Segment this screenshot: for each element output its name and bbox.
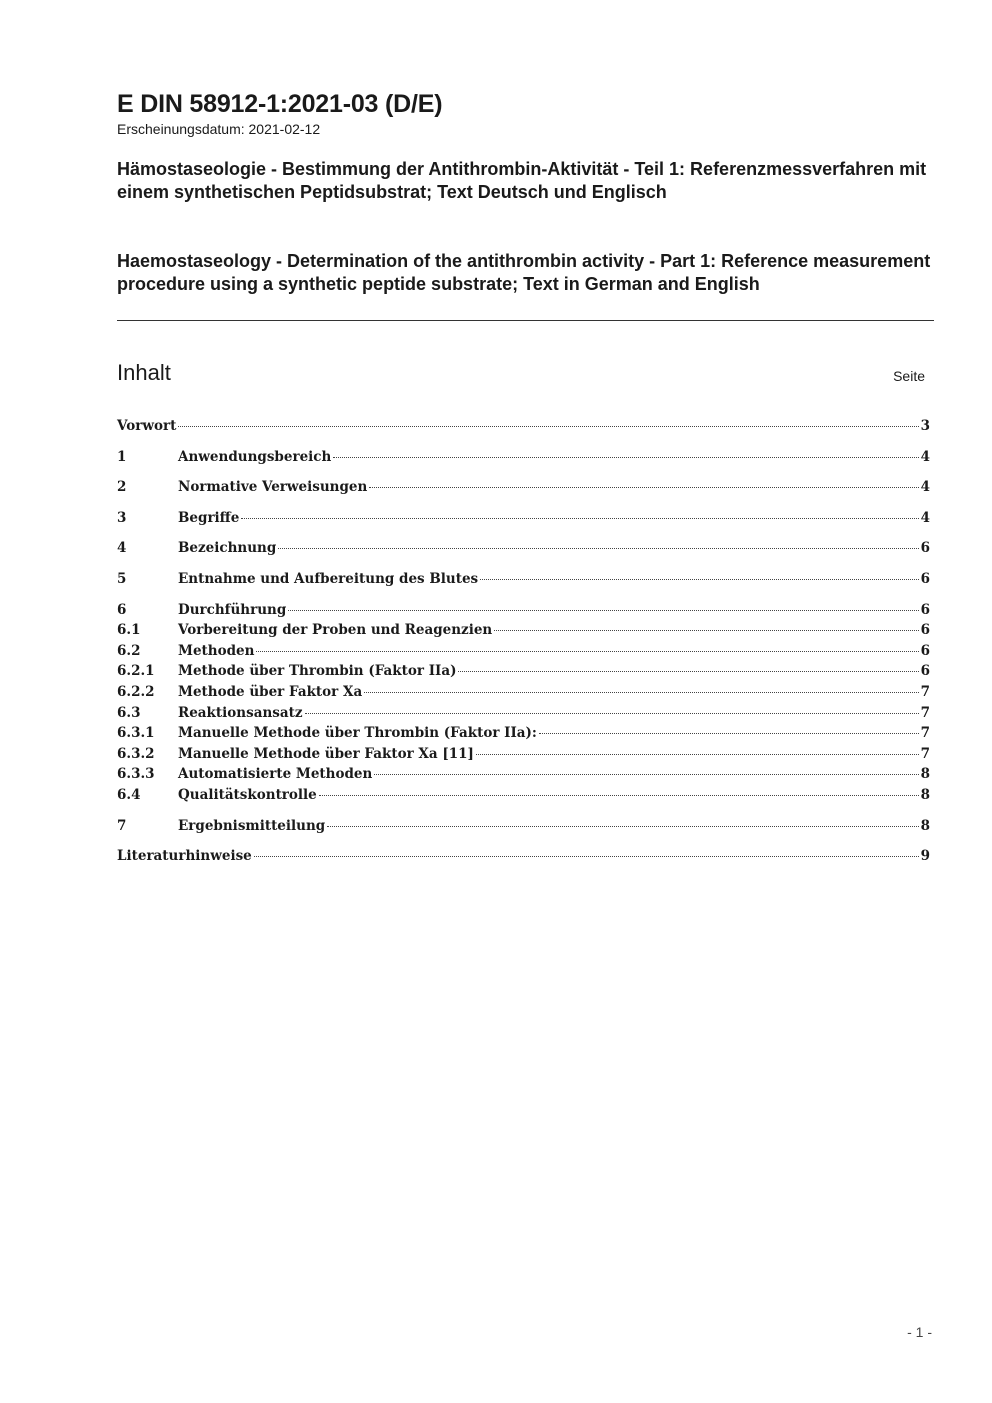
- toc-entry-number: 6.2.1: [117, 663, 155, 680]
- toc-entry-page: 6: [920, 570, 930, 587]
- toc-entry-page: 6: [920, 663, 930, 680]
- toc-entry-label: Literaturhinweise: [117, 848, 252, 865]
- toc-entry[interactable]: [117, 569, 930, 590]
- toc-entry-page: 6: [920, 622, 930, 639]
- toc-dot-leader: [254, 856, 919, 857]
- toc-entry-page: 7: [920, 704, 930, 721]
- toc-entry-label: Entnahme und Aufbereitung des Blutes: [178, 570, 479, 587]
- toc-entry-label: Ergebnismitteilung: [178, 817, 326, 834]
- toc-dot-leader: [369, 487, 918, 488]
- toc-entry-number: 6: [117, 601, 127, 618]
- toc-dot-leader: [364, 692, 918, 693]
- toc-entry[interactable]: [117, 447, 930, 468]
- toc-entry-page: 9: [920, 848, 930, 865]
- toc-entry-number: 5: [117, 570, 127, 587]
- toc-dot-leader: [480, 579, 918, 580]
- toc-entry-number: 4: [117, 540, 127, 557]
- toc-entry-page: 4: [920, 479, 930, 496]
- toc-entry-label: Vorwort: [117, 418, 177, 434]
- toc-entry-label: Automatisierte Methoden: [178, 766, 373, 783]
- toc-dot-leader: [178, 426, 918, 427]
- toc-entry-number: 6.2.2: [117, 683, 155, 700]
- toc-entry-page: 6: [920, 642, 930, 659]
- toc-dot-leader: [256, 651, 918, 652]
- toc-entry[interactable]: [117, 703, 930, 724]
- toc-entry-number: 6.4: [117, 786, 141, 803]
- toc-entry-number: 6.3.2: [117, 745, 155, 762]
- toc-entry[interactable]: [117, 744, 930, 765]
- toc-dot-leader: [458, 671, 918, 672]
- toc-entry-number: 6.2: [117, 642, 141, 659]
- toc-entry-number: 6.3.1: [117, 725, 155, 742]
- toc-entry[interactable]: [117, 477, 930, 498]
- toc-entry[interactable]: [117, 641, 930, 662]
- toc-entry[interactable]: [117, 508, 930, 529]
- toc-dot-leader: [476, 754, 919, 755]
- toc-dot-leader: [278, 548, 918, 549]
- toc-entry-label: Methoden: [178, 642, 255, 659]
- toc-entry-page: 8: [920, 817, 930, 834]
- publication-date: Erscheinungsdatum: 2021-02-12: [117, 121, 321, 137]
- toc-entry-page: 6: [920, 540, 930, 557]
- toc-entry-page: 4: [920, 448, 930, 465]
- toc-entry-label: Manuelle Methode über Thrombin (Faktor IIa):: [178, 725, 537, 742]
- toc-entry[interactable]: [117, 682, 930, 703]
- toc-dot-leader: [327, 826, 918, 827]
- toc-entry-page: 8: [920, 766, 930, 783]
- toc-entry-page: 6: [920, 601, 930, 618]
- title-german: Hämostaseologie - Bestimmung der Antithrombin-Aktivität - Teil 1: Referenzmessverfahren mit einem synthetischen Peptidsubstrat; Text Deutsch und Englisch: [117, 159, 927, 202]
- toc-entry-label: Normative Verweisungen: [178, 479, 368, 496]
- toc-entry-number: 7: [117, 817, 127, 834]
- toc-dot-leader: [241, 518, 918, 519]
- toc-entry[interactable]: [117, 816, 930, 837]
- toc-entry-label: Bezeichnung: [178, 540, 277, 557]
- toc-heading: Inhalt: [117, 360, 171, 385]
- title-english: Haemostaseology - Determination of the antithrombin activity - Part 1: Reference measurement procedure using a synthetic peptide substrate; Text in German and English: [117, 251, 931, 294]
- toc-page-column-label: Seite: [893, 368, 925, 384]
- toc-entry-number: 6.1: [117, 622, 141, 639]
- toc-entry[interactable]: [117, 846, 930, 867]
- toc-dot-leader: [374, 774, 918, 775]
- toc-dot-leader: [288, 610, 918, 611]
- toc-entry-number: 3: [117, 509, 127, 526]
- page-number: - 1 -: [907, 1324, 932, 1340]
- toc-entry[interactable]: [117, 785, 930, 806]
- toc-entry-number: 6.3.3: [117, 766, 155, 783]
- toc-entry-label: Reaktionsansatz: [178, 704, 303, 721]
- toc-entry-page: 8: [920, 786, 930, 803]
- toc-entry-number: 6.3: [117, 704, 141, 721]
- table-of-contents: [117, 416, 930, 867]
- toc-entry-page: 7: [920, 745, 930, 762]
- toc-dot-leader: [319, 795, 919, 796]
- document-id: E DIN 58912-1:2021-03 (D/E): [117, 90, 443, 118]
- toc-entry[interactable]: [117, 723, 930, 744]
- toc-entry[interactable]: [117, 764, 930, 785]
- toc-entry-label: Anwendungsbereich: [178, 448, 332, 465]
- toc-entry-page: 7: [920, 725, 930, 742]
- toc-entry-label: Begriffe: [178, 509, 240, 526]
- toc-entry[interactable]: [117, 620, 930, 641]
- toc-dot-leader: [494, 630, 918, 631]
- toc-dot-leader: [305, 713, 919, 714]
- toc-entry-number: 2: [117, 479, 127, 496]
- toc-entry-label: Vorbereitung der Proben und Reagenzien: [178, 622, 493, 639]
- toc-entry-page: 3: [920, 418, 930, 434]
- toc-entry-page: 4: [920, 509, 930, 526]
- toc-entry-label: Methode über Faktor Xa: [178, 683, 363, 700]
- title-divider: [117, 320, 934, 321]
- toc-entry[interactable]: [117, 416, 930, 437]
- toc-entry[interactable]: [117, 661, 930, 682]
- toc-entry[interactable]: [117, 600, 930, 621]
- toc-dot-leader: [539, 733, 919, 734]
- toc-dot-leader: [333, 457, 918, 458]
- toc-entry-label: Manuelle Methode über Faktor Xa [11]: [178, 745, 474, 762]
- toc-entry[interactable]: [117, 538, 930, 559]
- toc-entry-number: 1: [117, 448, 127, 465]
- toc-entry-page: 7: [920, 683, 930, 700]
- toc-entry-label: Durchführung: [178, 601, 287, 618]
- toc-entry-label: Methode über Thrombin (Faktor IIa): [178, 663, 457, 680]
- toc-entry-label: Qualitätskontrolle: [178, 786, 317, 803]
